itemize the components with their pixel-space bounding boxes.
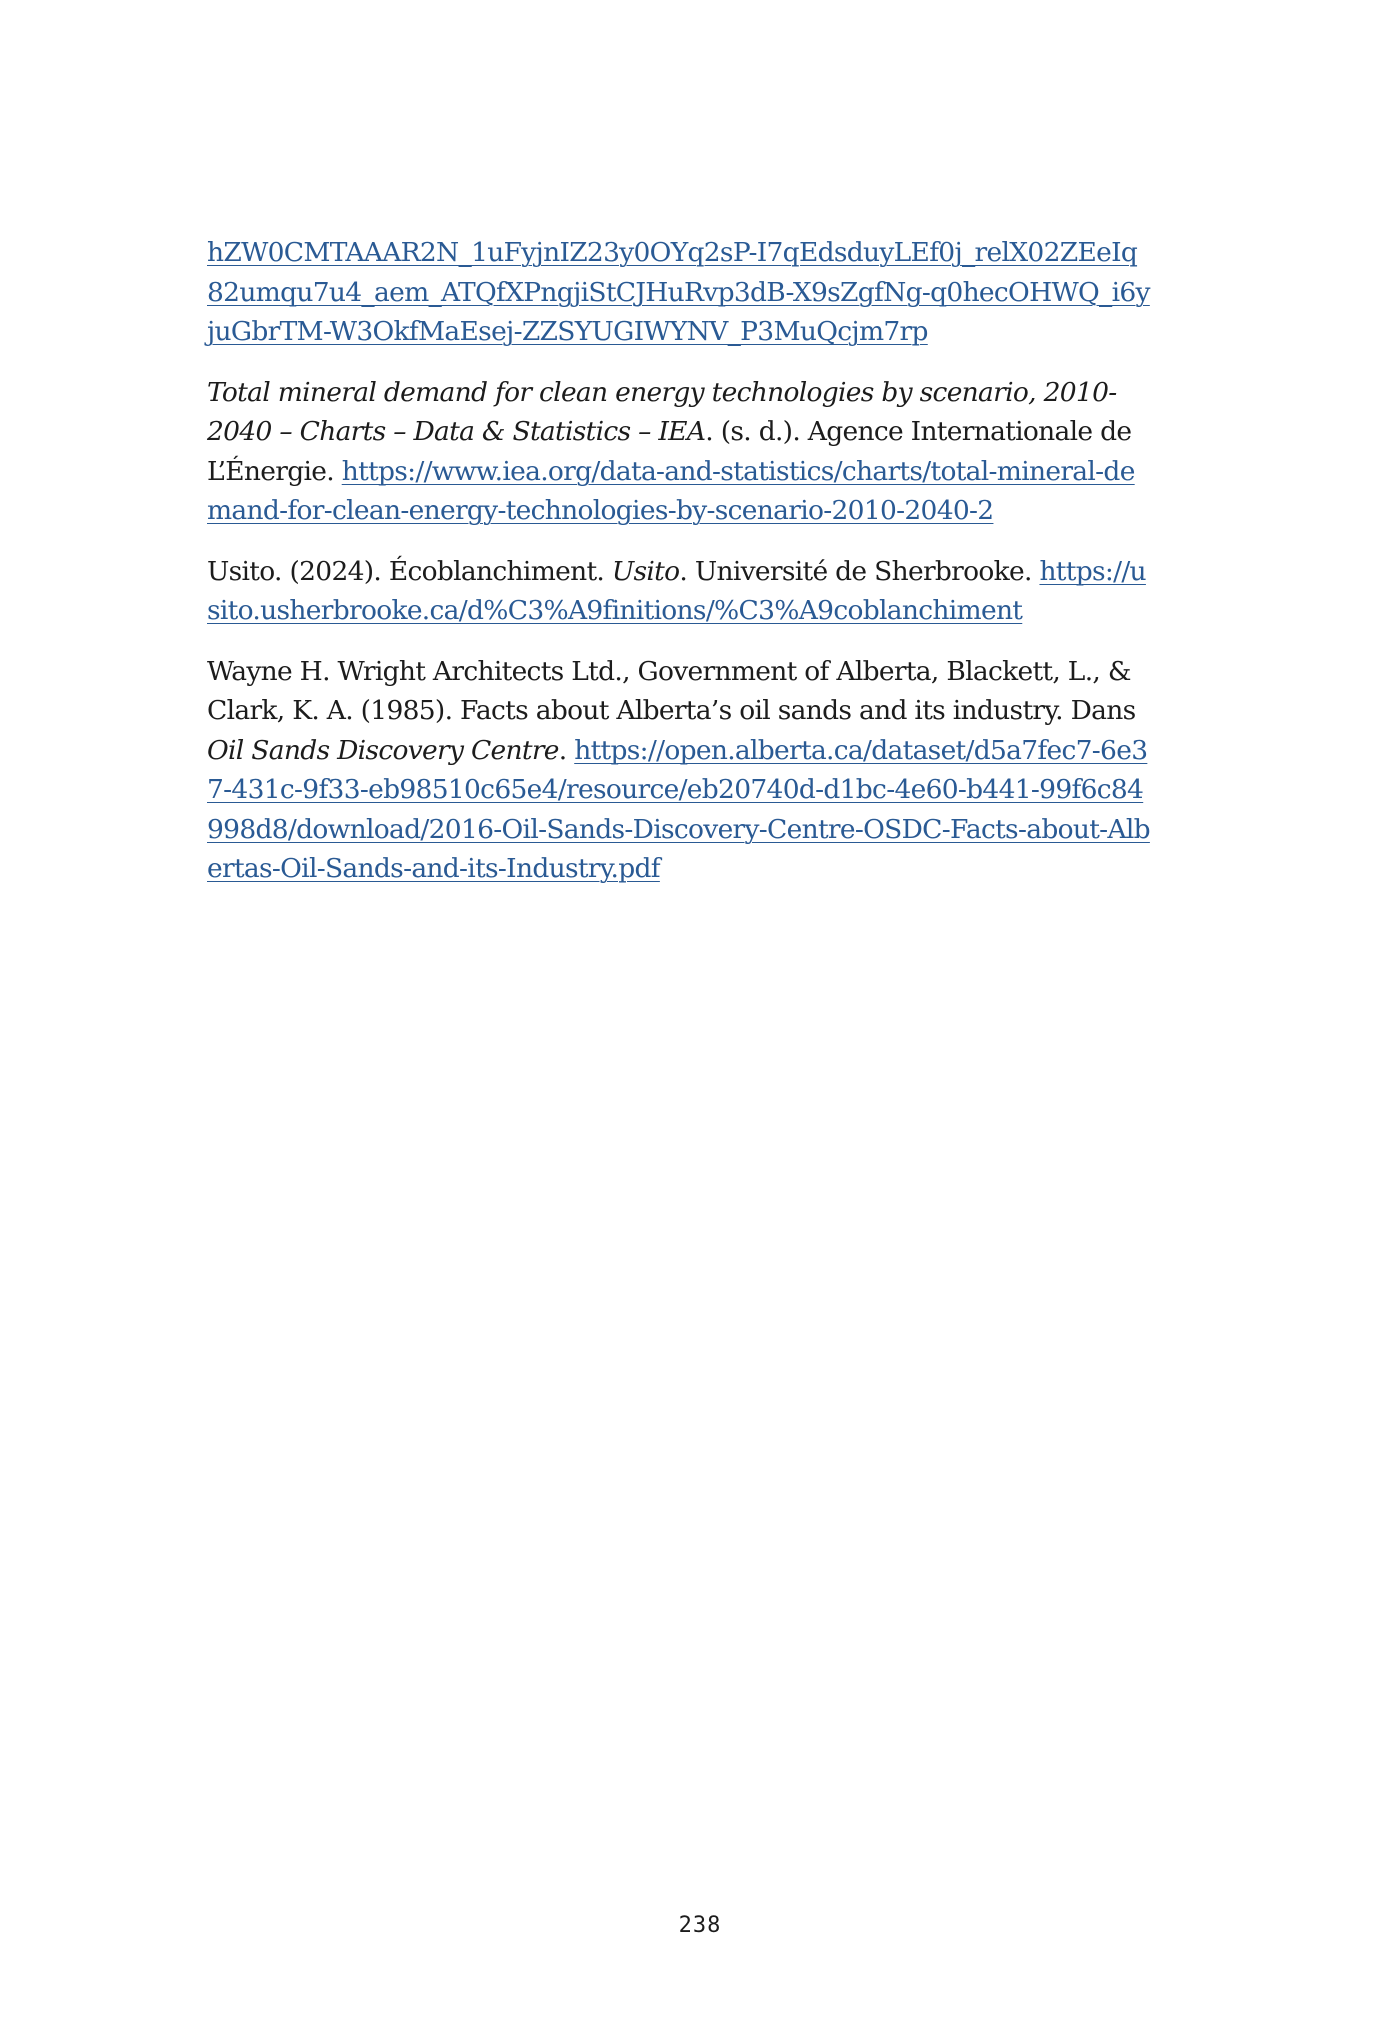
reference-link[interactable]: https://www.iea.org/data-and-statistics/charts/total-mineral-demand-for-clean-energy-technologies-by-scenario-2010-2040-2 (207, 455, 1135, 526)
reference-text: . (558, 734, 575, 766)
reference-link[interactable]: hZW0CMTAAAR2N_1uFyjnIZ23y0OYq2sP-I7qEdsduyLEf0j_relX02ZEeIq82umqu7u4_aem_ATQfXPngjiStCJHuRvp3dB-X9sZgfNg-q0hecOHWQ_i6yjuGbrTM-W3OkfMaEsej-ZZSYUGIWYNV_P3MuQcjm7rp (207, 237, 1150, 347)
reference-source: Usito (611, 555, 680, 587)
reference-source: Oil Sands Discovery Centre (207, 734, 559, 766)
reference-list (207, 233, 1152, 910)
reference-link[interactable]: https://usito.usherbrooke.ca/d%C3%A9finitions/%C3%A9coblanchiment (207, 555, 1146, 626)
reference-text: . (s. d.). Agence Internationale de L’Énergie. (207, 416, 1132, 487)
reference-entry (207, 373, 1152, 531)
reference-link[interactable]: https://open.alberta.ca/dataset/d5a7fec7-6e37-431c-9f33-eb98510c65e4/resource/eb20740d-d1bc-4e60-b441-99f6c84998d8/download/2016-Oil-Sands-Discovery-Centre-OSDC-Facts-about-Albertas-Oil-Sands-and-its-Industry.pdf (207, 734, 1150, 884)
reference-text: . Université de Sherbrooke. (679, 555, 1040, 587)
reference-entry (207, 652, 1152, 889)
page-number: 238 (678, 1913, 722, 1938)
reference-entry (207, 233, 1152, 352)
reference-text: Usito. (2024). Écoblanchiment. (207, 555, 612, 587)
reference-entry (207, 552, 1152, 631)
reference-title: Total mineral demand for clean energy technologies by scenario, 2010-2040 – Charts – Data & Statistics – IEA (207, 376, 1117, 447)
reference-text: Wayne H. Wright Architects Ltd., Government of Alberta, Blackett, L., & Clark, K. A. (1985). Facts about Alberta’s oil sands and its industry. Dans (207, 655, 1136, 726)
